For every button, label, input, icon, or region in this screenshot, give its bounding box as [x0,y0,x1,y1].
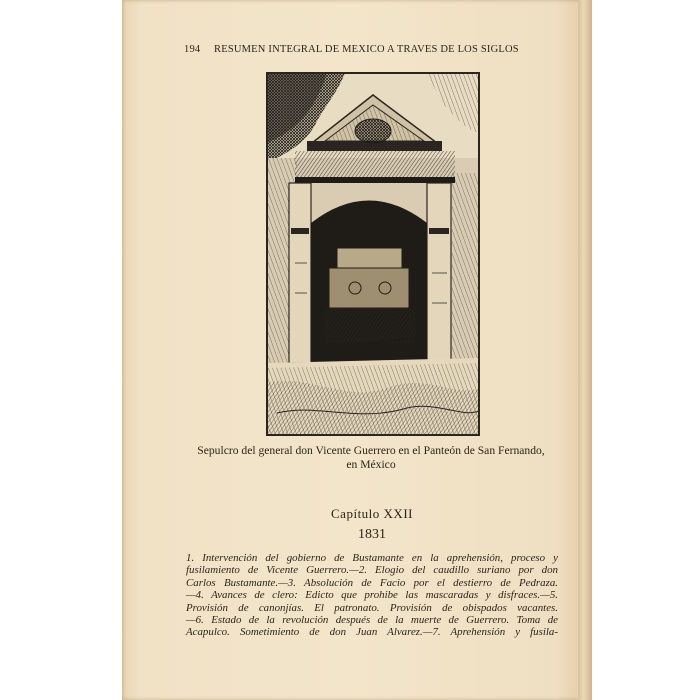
tomb-gateway-icon [267,73,479,435]
illustration-caption [183,444,559,472]
running-header [184,44,534,55]
summary-line: —4. Avances de clero: Edicto que prohibe las mascaradas y disfraces.—5. [186,589,558,602]
summary-line: —6. Estado de la revolución después de la muerte de Guerrero. Toma de [186,614,558,627]
page-number: 194 [184,44,201,55]
running-title: RESUMEN INTEGRAL DE MEXICO A TRAVES DE LOS SIGLOS [214,44,519,55]
summary-line: 1. Intervención del gobierno de Bustamante en la aprehensión, proceso y [186,552,558,564]
chapter-year: 1831 [358,527,386,542]
summary-line: Provisión de canonjías. El patronato. Provisión de obispados vacantes. [186,601,558,614]
caption-line-2: en México [346,458,396,471]
chapter-title: Capítulo XXII [331,506,413,521]
chapter-summary [186,552,558,639]
summary-line: Acapulco. Sometimiento de don Juan Alvarez.—7. Aprehensión y fusila- [186,626,558,639]
summary-line: fusilamiento de Vicente Guerrero.—2. Elogio del caudillo suriano por don [186,564,558,577]
tomb-engraving-illustration [266,72,480,436]
summary-line: Carlos Bustamante.—3. Absolución de Facio por el destierro de Pedraza. [186,576,558,589]
page-edge [578,0,592,700]
caption-line-1: Sepulcro del general don Vicente Guerrero en el Panteón de San Fernando, [197,444,545,457]
